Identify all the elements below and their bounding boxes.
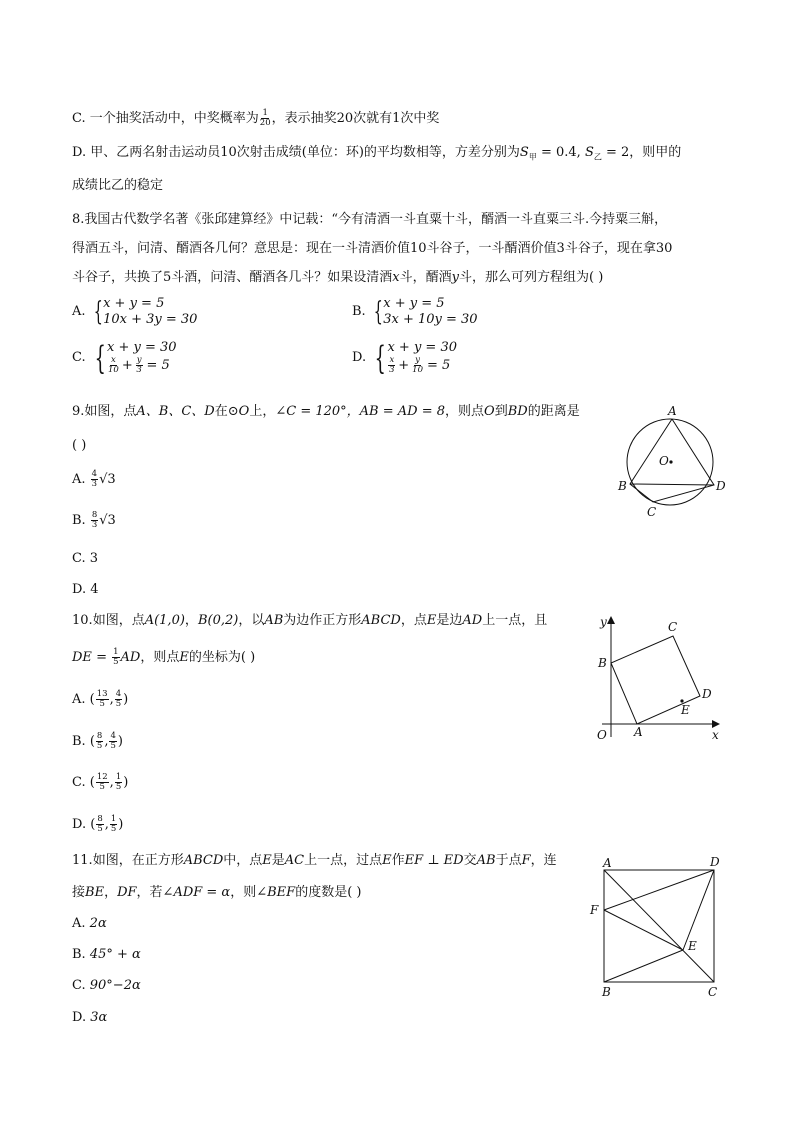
stem-text: ，点 (400, 613, 427, 628)
q11-option-d (72, 1009, 107, 1027)
q10-option-a: A. ( $\frac{13}{5}$ , $\frac{4}{5}$ ) (72, 689, 129, 709)
q10-option-b: B. ( $\frac{8}{5}$ , $\frac{4}{5}$ ) (72, 731, 123, 751)
fraction: $\frac{12}{5}$ (96, 772, 108, 792)
q8-stem-line3 (72, 269, 603, 287)
q11-stem-line2 (72, 884, 361, 902)
option-label: A. (72, 472, 86, 487)
q10-option-d: D. ( $\frac{8}{5}$ , $\frac{1}{5}$ ) (72, 814, 124, 834)
fraction: $\frac{4}{5}$ (115, 689, 122, 709)
fraction: $\frac{1}{5}$ (113, 647, 119, 667)
var-x: x (392, 270, 400, 285)
label-c: C (668, 620, 678, 634)
option-label: A. (72, 692, 86, 707)
label-e: E (688, 939, 697, 953)
equation-system (72, 340, 177, 375)
label-y: y (600, 615, 607, 629)
q10-option-c: C. ( $\frac{12}{5}$ , $\frac{1}{5}$ ) (72, 772, 129, 792)
q8-option-a (72, 296, 197, 328)
math: E (179, 650, 189, 665)
option-label: B. (72, 513, 86, 528)
option-label: D. (72, 817, 87, 832)
q9-option-a (72, 470, 116, 489)
label-e: E (681, 703, 690, 717)
math: F (521, 853, 531, 868)
fraction: $\frac{13}{5}$ (96, 689, 108, 709)
stem-text: 是边 (436, 613, 463, 628)
math: DE (72, 650, 92, 665)
subscript: 甲 (528, 152, 537, 162)
stem-text: 于点 (495, 853, 522, 868)
equations: x + y = 30 x 3 + $\frac{y}{10}$ = 5 (387, 340, 457, 375)
q10-stem-line2 (72, 648, 255, 667)
equation-system (352, 340, 457, 375)
stem-text: ，则点 (140, 650, 180, 665)
option-label: D. (72, 582, 87, 597)
label-a: A (668, 404, 677, 418)
math: A(1,0) (144, 613, 185, 628)
math: = (96, 650, 107, 665)
option-label: C. (72, 978, 86, 993)
variance-symbol: S (584, 145, 594, 160)
radical: √3 (99, 472, 116, 487)
option-label: B. (72, 734, 86, 749)
q11-option-b (72, 946, 141, 964)
q8-stem-line2: 得酒五斗，问清、醑酒各几何？意思是：现在一斗清酒价值10斗谷子，一斗醑酒价值3斗谷子，现在拿30 (72, 241, 673, 256)
fraction: $\frac{8}{3}$ (91, 510, 98, 530)
brace: { (94, 338, 106, 377)
segment-fd (604, 870, 714, 910)
math: E (426, 613, 437, 628)
stem-text: 作 (391, 853, 405, 868)
option-label: C. (72, 111, 86, 126)
circle-symbol: ⊙ (227, 404, 239, 419)
stem-text: 如图，点 (84, 404, 137, 419)
fraction: $\frac{4}{5}$ (110, 731, 116, 751)
option-text: 甲、乙两名射击运动员10次射击成绩(单位：环)的平均数相等，方差分别为 (90, 145, 520, 160)
fraction: $\frac{1}{5}$ (115, 772, 122, 792)
var-y: y (451, 270, 459, 285)
math: O (484, 404, 495, 419)
label-f: F (590, 903, 599, 917)
q8-option-d (352, 340, 457, 375)
equation-system (352, 296, 478, 328)
q9-stem-line1 (72, 403, 580, 421)
stem-text: 斗，那么可列方程组为( ) (459, 270, 604, 285)
stem-text: ，则点 (445, 404, 485, 419)
math: BD (507, 404, 528, 419)
equations: x + y = 30 x 10 + $\frac{y}{3}$ = 5 (106, 340, 177, 375)
stem-text: 如图，在正方形 (92, 853, 184, 868)
variance-value: = 0.4, (540, 145, 581, 160)
stem-text: 我国古代数学名著《张邱建算经》中记载：“今有清酒一斗直粟十斗，醑酒一斗直粟三斗.今持粟三斛， (84, 212, 668, 227)
equation-system (72, 296, 197, 328)
label-c: C (708, 985, 718, 999)
label-b: B (602, 985, 611, 999)
equations: x + y = 5 10x + 3y = 30 (103, 296, 198, 327)
option-label: A. (72, 916, 86, 931)
segment-fe (604, 910, 683, 950)
math: B(0,2) (197, 613, 239, 628)
q11-figure (586, 852, 726, 1002)
math: EF ⊥ ED (404, 853, 464, 868)
math: AB = AD = 8 (359, 404, 445, 419)
math: ∠C = 120°， (275, 404, 360, 419)
stem-text: 如图，点 (92, 613, 145, 628)
fraction: $\frac{1}{5}$ (110, 814, 117, 834)
option-label: B. (352, 304, 366, 319)
label-c: C (647, 505, 657, 519)
stem-text: 的距离是 (527, 404, 580, 419)
q10-figure (592, 612, 726, 744)
chord-bd (630, 484, 714, 485)
math: A、B、C、D (136, 404, 215, 419)
brace: { (93, 297, 103, 327)
option-label: B. (72, 947, 86, 962)
label-o: O (659, 454, 669, 468)
stem-text: 在 (214, 404, 228, 419)
option-text: 45° + α (89, 947, 141, 962)
equations: x + y = 5 3x + 10y = 30 (383, 296, 478, 327)
math: E (262, 853, 272, 868)
option-text: ，则甲的 (629, 145, 682, 160)
stem-text: 接 (72, 885, 86, 900)
math: BE (85, 885, 105, 900)
option-text: 2α (89, 916, 107, 931)
question-number: 11. (72, 853, 93, 868)
math: O (238, 404, 250, 419)
stem-text: ， (184, 613, 198, 628)
quadrilateral (630, 419, 714, 502)
segment-ed (683, 870, 714, 950)
question-number: 9. (72, 404, 85, 419)
math: AC (284, 853, 305, 868)
option-label: C. (72, 551, 86, 566)
math: DF (117, 885, 137, 900)
fraction: $\frac{4}{3}$ (91, 469, 98, 489)
question-number: 8. (72, 212, 85, 227)
label-d: D (710, 855, 720, 869)
radical: √3 (99, 513, 116, 528)
stem-text: ，以 (238, 613, 265, 628)
option-label: C. (72, 349, 86, 365)
math: AD (462, 613, 483, 628)
label-d: D (702, 687, 712, 701)
stem-text: 中，点 (223, 853, 263, 868)
q8-stem-line1 (72, 211, 667, 229)
q7-option-d-cont: 成绩比乙的稳定 (72, 178, 164, 193)
option-text: 3α (90, 1010, 108, 1025)
variance-symbol: S (519, 145, 529, 160)
stem-text: 斗谷子，共换了5斗酒，问清、醑酒各几斗？如果设清酒 (72, 270, 393, 285)
q8-option-b (352, 296, 478, 328)
label-b: B (618, 479, 627, 493)
option-label: D. (352, 349, 367, 365)
q11-stem-line1 (72, 852, 557, 870)
diagonal-ac (604, 870, 714, 982)
fraction: $\frac{8}{5}$ (96, 731, 103, 751)
math: ∠ADF = α (162, 885, 231, 900)
q9-option-c (72, 550, 98, 568)
stem-text: 上一点，且 (482, 613, 548, 628)
q9-figure (615, 400, 735, 522)
fraction: $\frac{1}{20}$ (259, 108, 271, 128)
option-label: A. (72, 304, 86, 319)
q7-option-c (72, 109, 439, 128)
stem-text: ，若 (136, 885, 163, 900)
label-a: A (603, 856, 612, 870)
segment-be (604, 950, 683, 982)
stem-text: 斗，醑酒 (399, 270, 452, 285)
stem-text: ，则 (230, 885, 257, 900)
stem-text: 到 (494, 404, 508, 419)
option-label: D. (72, 145, 87, 160)
q8-option-c (72, 340, 177, 375)
stem-text: 为边作正方形 (283, 613, 362, 628)
math: AD (120, 650, 141, 665)
q9-option-d (72, 581, 99, 599)
label-a: A (634, 725, 643, 739)
math: ∠BEF (256, 885, 296, 900)
stem-text: 的坐标为( ) (188, 650, 256, 665)
option-label: C. (72, 775, 86, 790)
stem-text: 交 (463, 853, 477, 868)
option-text: 一个抽奖活动中，中奖概率为 (89, 111, 259, 126)
q7-option-d (72, 144, 681, 167)
label-b: B (598, 656, 607, 670)
math: E (382, 853, 392, 868)
option-text: 3 (89, 551, 99, 566)
question-number: 10. (72, 613, 93, 628)
option-text: 4 (90, 582, 99, 597)
center-dot (669, 460, 672, 463)
stem-text: 上， (249, 404, 276, 419)
fraction: $\frac{8}{5}$ (97, 814, 103, 834)
option-label: D. (72, 1010, 87, 1025)
math: AB (264, 613, 284, 628)
brace: { (373, 297, 383, 327)
stem-text: ， (104, 885, 118, 900)
math: ABCD (361, 613, 401, 628)
brace: { (374, 338, 386, 377)
stem-text: 的度数是( ) (295, 885, 362, 900)
q9-option-b (72, 511, 116, 530)
q11-option-c (72, 977, 141, 995)
q10-stem-line1 (72, 612, 547, 630)
label-d: D (716, 479, 726, 493)
stem-text: 是 (271, 853, 285, 868)
stem-text: ，连 (530, 853, 557, 868)
q11-option-a (72, 915, 107, 933)
q9-paren: ( ) (72, 438, 87, 453)
label-x: x (712, 728, 719, 742)
option-text: ，表示抽奖20次就有1次中奖 (271, 111, 440, 126)
subscript: 乙 (593, 152, 602, 162)
math: AB (476, 853, 496, 868)
label-o: O (597, 728, 607, 742)
variance-value: = 2 (606, 145, 630, 160)
stem-text: 上一点，过点 (304, 853, 383, 868)
math: ABCD (183, 853, 224, 868)
option-text: 90°−2α (89, 978, 141, 993)
